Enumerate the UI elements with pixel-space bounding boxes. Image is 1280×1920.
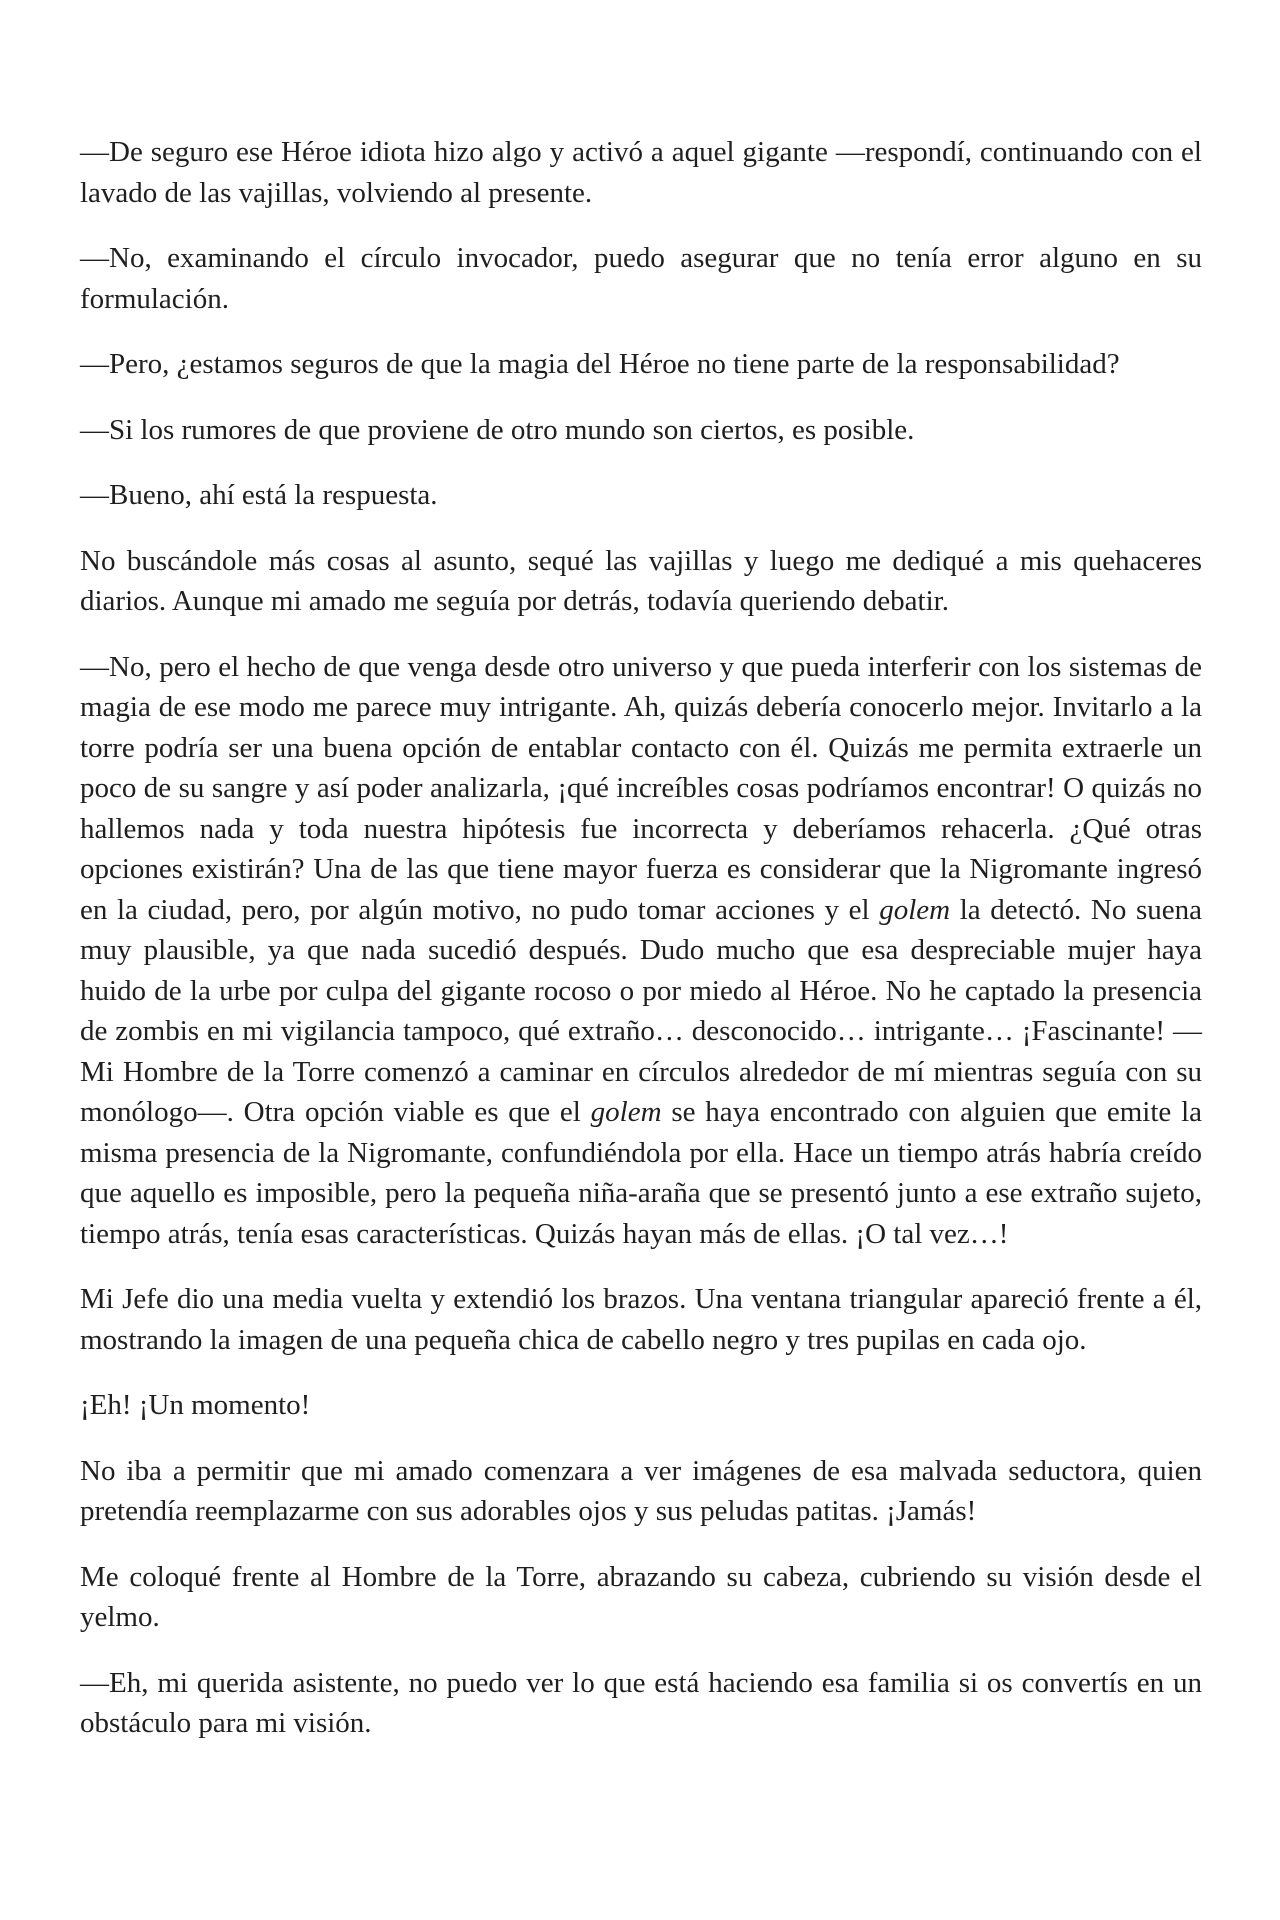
paragraph-4: —Si los rumores de que proviene de otro mundo son ciertos, es posible. xyxy=(80,413,915,446)
paragraph-12: —Eh, mi querida asistente, no puedo ver lo que está haciendo esa familia si os convertís en un obstáculo para mi visión. xyxy=(80,1666,1202,1739)
paragraph-7-monologue xyxy=(80,647,1202,1255)
paragraph-11: Me coloqué frente al Hombre de la Torre, abrazando su cabeza, cubriendo su visión desde el yelmo. xyxy=(80,1560,1202,1633)
book-page-body xyxy=(80,132,1202,1744)
italic-golem-2: golem xyxy=(590,1096,662,1128)
paragraph-2: —No, examinando el círculo invocador, puedo asegurar que no tenía error alguno en su formulación. xyxy=(80,242,1202,315)
monologue-text-part-2: la detectó. No suena muy plausible, ya que nada sucedió después. Dudo mucho que esa despreciable mujer haya huido de la urbe por culpa del gigante rocoso o por miedo al Héroe. No he captado la presencia de zombis en mi vigilancia tampoco, qué extraño… desconocido… intrigante… ¡Fascinante! —Mi Hombre de la Torre comenzó a caminar en círculos alrededor de mí mientras seguía con su monólogo—. Otra opción viable es que el xyxy=(80,893,1202,1128)
paragraph-1: —De seguro ese Héroe idiota hizo algo y activó a aquel gigante —respondí, continuando con el lavado de las vajillas, volviendo al presente. xyxy=(80,136,1202,209)
paragraph-10: No iba a permitir que mi amado comenzara a ver imágenes de esa malvada seductora, quien pretendía reemplazarme con sus adorables ojos y sus peludas patitas. ¡Jamás! xyxy=(80,1454,1202,1527)
paragraph-5: —Bueno, ahí está la respuesta. xyxy=(80,479,438,511)
italic-golem-1: golem xyxy=(879,893,951,926)
paragraph-6: No buscándole más cosas al asunto, sequé las vajillas y luego me dediqué a mis quehaceres diarios. Aunque mi amado me seguía por detrás, todavía queriendo debatir. xyxy=(80,544,1202,617)
paragraph-3: —Pero, ¿estamos seguros de que la magia del Héroe no tiene parte de la responsabilidad? xyxy=(80,348,1120,380)
monologue-text-part-1: —No, pero el hecho de que venga desde otro universo y que pueda interferir con los sistemas de magia de ese modo me parece muy intrigante. Ah, quizás debería conocerlo mejor. Invitarlo a la torre podría ser una buena opción de entablar contacto con él. Quizás me permita extraerle un poco de su sangre y así poder analizarla, ¡qué increíbles cosas podríamos encontrar! O quizás no hallemos nada y toda nuestra hipótesis fue incorrecta y deberíamos rehacerla. ¿Qué otras opciones existirán? Una de las que tiene mayor fuerza es considerar que la Nigromante ingresó en la ciudad, pero, por algún motivo, no pudo tomar acciones y el xyxy=(80,650,1202,926)
paragraph-8: Mi Jefe dio una media vuelta y extendió los brazos. Una ventana triangular apareció frente a él, mostrando la imagen de una pequeña chica de cabello negro y tres pupilas en cada ojo. xyxy=(80,1283,1202,1356)
paragraph-9: ¡Eh! ¡Un momento! xyxy=(80,1389,311,1421)
monologue-text-part-3: se haya encontrado con alguien que emite la misma presencia de la Nigromante, confundiéndola por ella. Hace un tiempo atrás habría creído que aquello es imposible, pero la pequeña niña-araña que se presentó junto a ese extraño sujeto, tiempo atrás, tenía esas características. Quizás hayan más de ellas. ¡O tal vez…! xyxy=(80,1096,1202,1250)
